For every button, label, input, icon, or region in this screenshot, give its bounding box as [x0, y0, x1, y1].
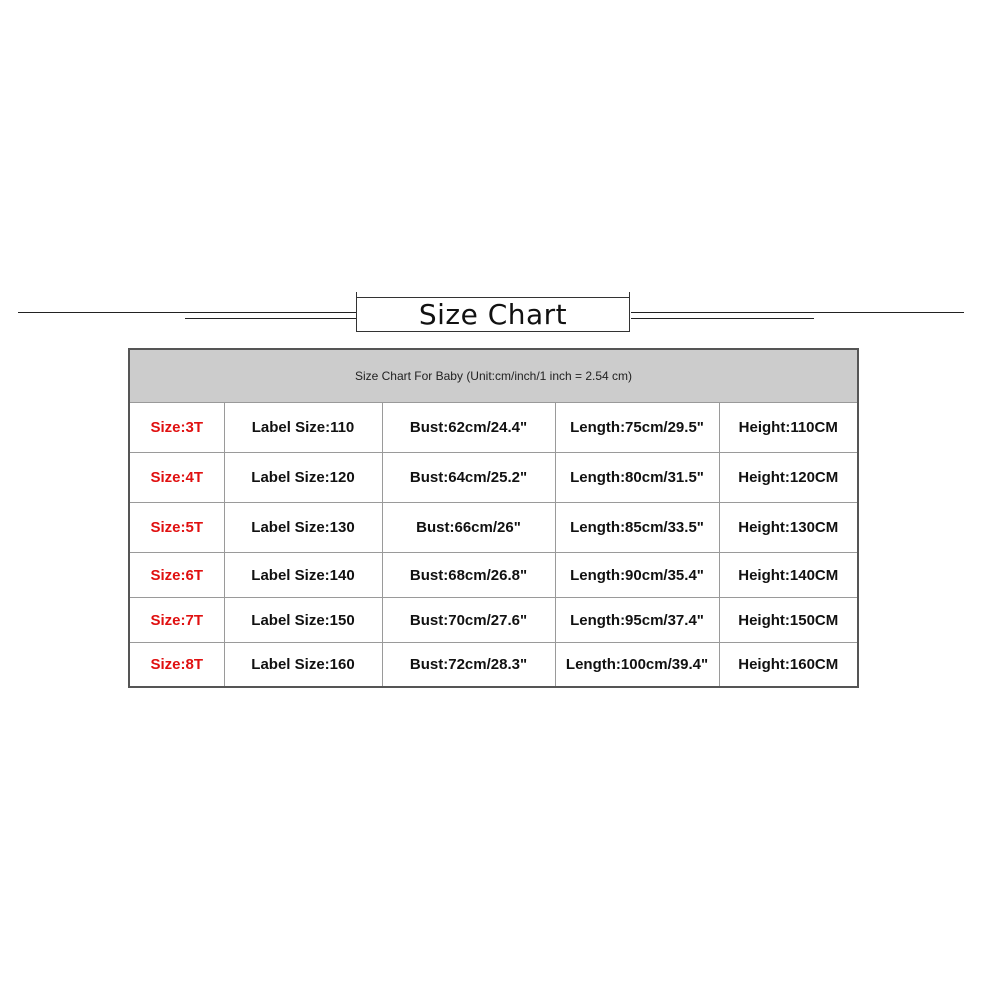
banner-tick-left [356, 292, 357, 298]
size-cell: Size:3T [130, 403, 224, 453]
size-cell: Size:8T [130, 643, 224, 687]
label-size-cell: Label Size:120 [224, 453, 382, 503]
size-cell: Size:4T [130, 453, 224, 503]
height-cell: Height:110CM [719, 403, 857, 453]
table-row [130, 403, 857, 453]
table-row [130, 643, 857, 687]
length-cell: Length:75cm/29.5" [555, 403, 719, 453]
height-cell: Height:160CM [719, 643, 857, 687]
bust-cell: Bust:62cm/24.4" [382, 403, 555, 453]
table-caption: Size Chart For Baby (Unit:cm/inch/1 inch = 2.54 cm) [130, 350, 857, 403]
label-size-cell: Label Size:130 [224, 503, 382, 553]
decorative-line-left-outer [18, 312, 358, 313]
height-cell: Height:140CM [719, 553, 857, 598]
bust-cell: Bust:64cm/25.2" [382, 453, 555, 503]
decorative-line-left-inner [185, 318, 357, 319]
bust-cell: Bust:70cm/27.6" [382, 598, 555, 643]
length-cell: Length:95cm/37.4" [555, 598, 719, 643]
bust-cell: Bust:72cm/28.3" [382, 643, 555, 687]
size-cell: Size:6T [130, 553, 224, 598]
decorative-line-right-inner [631, 318, 814, 319]
banner-tick-right [629, 292, 630, 298]
label-size-cell: Label Size:140 [224, 553, 382, 598]
length-cell: Length:80cm/31.5" [555, 453, 719, 503]
size-cell: Size:5T [130, 503, 224, 553]
height-cell: Height:130CM [719, 503, 857, 553]
bust-cell: Bust:66cm/26" [382, 503, 555, 553]
size-chart-table [128, 348, 859, 688]
length-cell: Length:90cm/35.4" [555, 553, 719, 598]
table-row [130, 553, 857, 598]
size-cell: Size:7T [130, 598, 224, 643]
table-row [130, 598, 857, 643]
label-size-cell: Label Size:160 [224, 643, 382, 687]
page-title: Size Chart [418, 298, 568, 331]
table-row [130, 503, 857, 553]
title-banner [356, 297, 630, 332]
height-cell: Height:150CM [719, 598, 857, 643]
label-size-cell: Label Size:150 [224, 598, 382, 643]
height-cell: Height:120CM [719, 453, 857, 503]
label-size-cell: Label Size:110 [224, 403, 382, 453]
length-cell: Length:85cm/33.5" [555, 503, 719, 553]
length-cell: Length:100cm/39.4" [555, 643, 719, 687]
table-row [130, 453, 857, 503]
bust-cell: Bust:68cm/26.8" [382, 553, 555, 598]
decorative-line-right-outer [631, 312, 964, 313]
